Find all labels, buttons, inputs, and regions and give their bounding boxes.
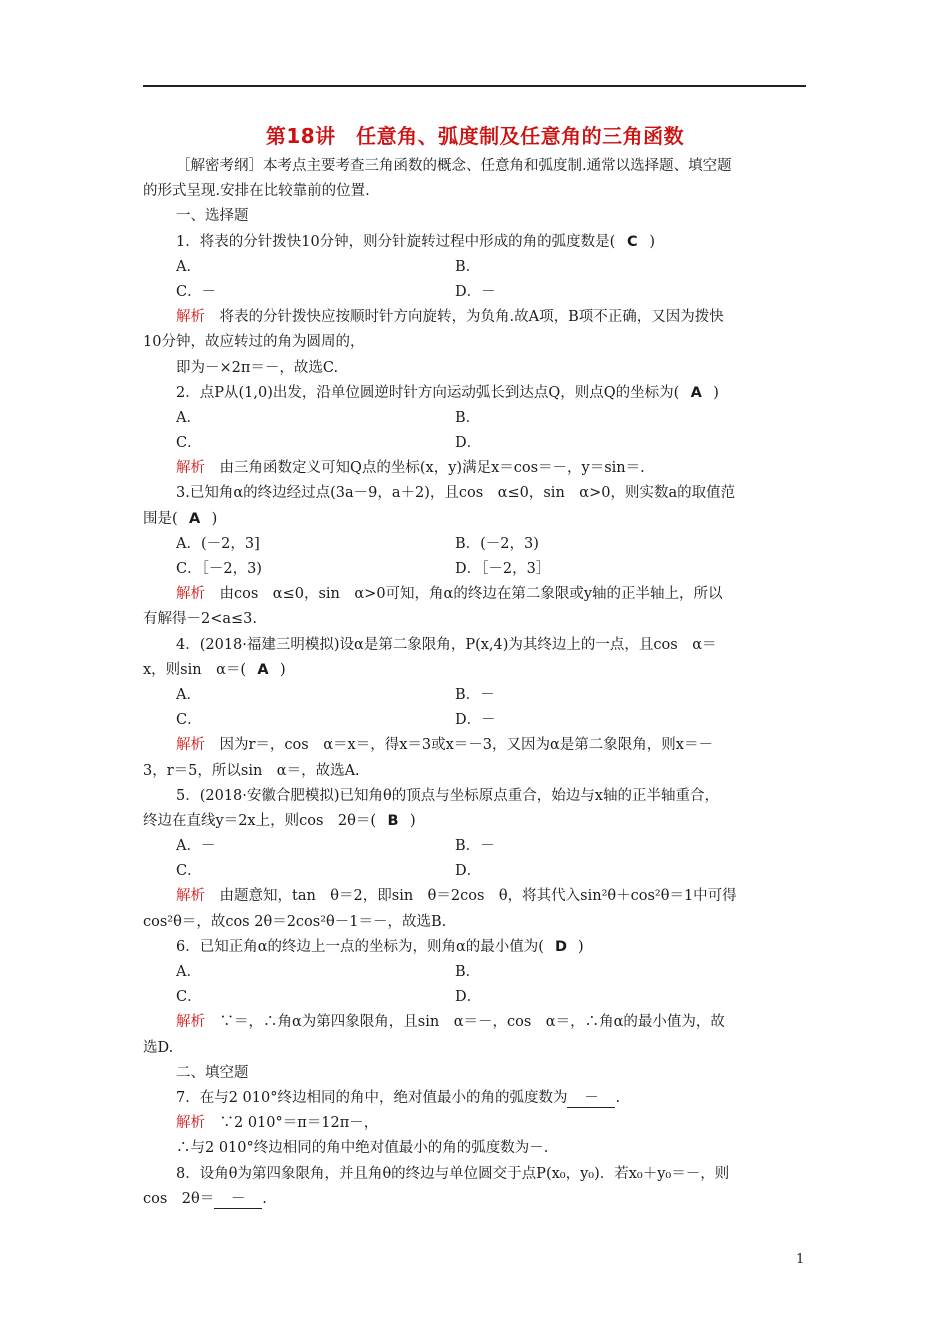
q1-options-row2 xyxy=(143,280,808,305)
q4-option-b: B．－ xyxy=(455,686,495,703)
page-number: 1 xyxy=(796,1252,805,1267)
q1-solution-3: 即为－×2π＝－，故选C. xyxy=(176,359,339,376)
q3-answer: A xyxy=(189,510,201,527)
q3-option-d: D．［－2，3］ xyxy=(455,561,551,577)
q1-stem: 1．将表的分针拨快10分钟，则分针旋转过程中形成的角的弧度数是( C ) xyxy=(143,230,808,255)
q3-option-b: B．(－2，3) xyxy=(455,535,539,552)
intro-line-1: ［解密考纲］本考点主要考查三角函数的概念、任意角和弧度制.通常以选择题、填空题 xyxy=(176,158,732,174)
q2-option-a: A． xyxy=(176,409,201,426)
q2-options-row1 xyxy=(143,406,808,431)
q7-stem: 7．在与2 010°终边相同的角中，绝对值最小的角的弧度数为 － . xyxy=(176,1089,621,1106)
q6-option-d: D． xyxy=(455,989,482,1006)
q3-options-row1 xyxy=(143,532,808,557)
q5-option-a: A．－ xyxy=(176,838,216,855)
page-title: 第18讲 任意角、弧度制及任意角的三角函数 xyxy=(265,124,685,148)
solution-label: 解析 xyxy=(176,1115,205,1132)
solution-label: 解析 xyxy=(176,586,205,603)
q3-option-a: A．(－2，3] xyxy=(176,535,260,552)
q8-stem-2: cos 2θ＝ － . xyxy=(143,1190,267,1207)
q3-option-c: C．［－2，3) xyxy=(176,561,262,577)
q6-option-a: A． xyxy=(176,964,201,980)
q1-option-d: D．－ xyxy=(455,283,496,300)
q4-option-d: D．－ xyxy=(455,712,496,729)
q6-solution-1: 解析 ∵＝，∴角α为第四象限角，且sin α＝－，cos α＝，∴角α的最小值为，故 xyxy=(176,1014,725,1031)
q8-answer-blank: － xyxy=(214,1190,262,1209)
q2-solution-1: 解析 由三角函数定义可知Q点的坐标(x，y)满足x＝cos＝－，y＝sin＝. xyxy=(176,460,645,477)
solution-label: 解析 xyxy=(176,888,205,905)
q7-solution-1: 解析 ∵2 010°＝π＝12π－， xyxy=(176,1115,379,1132)
q2-option-b: B． xyxy=(455,409,481,426)
q8-stem-1: 8．设角θ为第四象限角，并且角θ的终边与单位圆交于点P(x₀，y₀)．若x₀＋y₀＝－，则 xyxy=(176,1165,730,1182)
q6-options-row2 xyxy=(143,985,808,1010)
q1-option-a: A． xyxy=(176,258,201,275)
q6-options-row1 xyxy=(143,960,808,985)
q5-options-row2 xyxy=(143,859,808,884)
q3-stem-2: 围是( A ) xyxy=(143,507,808,532)
header-rule xyxy=(143,85,806,87)
solution-label: 解析 xyxy=(176,460,205,477)
q2-stem: 2．点P从(1,0)出发，沿单位圆逆时针方向运动弧长到达点Q，则点Q的坐标为( A ) xyxy=(143,381,808,406)
q2-answer: A xyxy=(690,384,702,401)
q6-answer: D xyxy=(554,938,567,955)
q4-solution-2: 3，r＝5，所以sin α＝，故选A. xyxy=(143,762,360,779)
q5-stem-1: 5．(2018·安徽合肥模拟)已知角θ的顶点与坐标原点重合，始边与x轴的正半轴重合， xyxy=(176,787,719,804)
q5-options-row1 xyxy=(143,834,808,859)
q1-solution-2: 10分钟，故应转过的角为圆周的， xyxy=(143,334,365,351)
q5-option-d: D． xyxy=(455,863,482,880)
q5-answer: B xyxy=(387,812,399,829)
q3-solution-2: 有解得－2<a≤3. xyxy=(143,611,258,628)
solution-label: 解析 xyxy=(176,737,205,754)
q6-option-c: C． xyxy=(176,989,202,1006)
q1-solution-1: 解析 将表的分针拨快应按顺时针方向旋转，为负角.故A项，B项不正确，又因为拨快 xyxy=(176,309,724,326)
q1-answer: C xyxy=(627,233,638,250)
q2-option-c: C． xyxy=(176,435,202,452)
q5-solution-2: cos²θ＝，故cos 2θ＝2cos²θ－1＝－，故选B. xyxy=(143,913,447,930)
q3-options-row2 xyxy=(143,557,808,582)
q6-solution-2: 选D. xyxy=(143,1039,174,1056)
q5-solution-1: 解析 由题意知，tan θ＝2，即sin θ＝2cos θ，将其代入sin²θ＋cos²θ＝1中可得 xyxy=(176,888,737,905)
q6-stem: 6．已知正角α的终边上一点的坐标为，则角α的最小值为( D ) xyxy=(143,935,808,960)
q4-options-row1 xyxy=(143,683,808,708)
section-fill: 二、填空题 xyxy=(176,1064,249,1081)
section-choice: 一、选择题 xyxy=(176,208,249,225)
intro-line-2: 的形式呈现.安排在比较靠前的位置. xyxy=(143,183,370,200)
q6-option-b: B． xyxy=(455,964,481,980)
q4-options-row2 xyxy=(143,708,808,733)
q4-answer: A xyxy=(257,661,269,678)
q1-option-c: C．－ xyxy=(176,283,217,300)
document-body xyxy=(143,154,808,1212)
q4-solution-1: 解析 因为r＝，cos α＝x＝，得x＝3或x＝－3，又因为α是第二象限角，则x＝－ xyxy=(176,737,713,754)
solution-label: 解析 xyxy=(176,309,205,326)
q2-options-row2 xyxy=(143,431,808,456)
q7-solution-2: ∴与2 010°终边相同的角中绝对值最小的角的弧度数为－. xyxy=(176,1140,549,1157)
q1-option-b: B． xyxy=(455,258,481,275)
q5-option-c: C． xyxy=(176,863,202,880)
q4-option-a: A． xyxy=(176,686,201,703)
q4-stem-1: 4．(2018·福建三明模拟)设α是第二象限角，P(x,4)为其终边上的一点，且cos α＝ xyxy=(176,636,717,653)
q7-answer-blank: － xyxy=(567,1089,615,1108)
q4-option-c: C． xyxy=(176,712,202,729)
q4-stem-2: x，则sin α＝( A ) xyxy=(143,658,808,683)
q5-option-b: B．－ xyxy=(455,838,495,855)
q3-solution-1: 解析 由cos α≤0，sin α>0可知，角α的终边在第二象限或y轴的正半轴上，所以 xyxy=(176,586,723,603)
q3-stem-1: 3.已知角α的终边经过点(3a－9，a＋2)，且cos α≤0，sin α>0，则实数a的取值范 xyxy=(176,485,736,502)
solution-label: 解析 xyxy=(176,1014,205,1031)
q2-option-d: D． xyxy=(455,435,482,452)
q5-stem-2: 终边在直线y＝2x上，则cos 2θ＝( B ) xyxy=(143,809,808,834)
q1-options-row1 xyxy=(143,255,808,280)
